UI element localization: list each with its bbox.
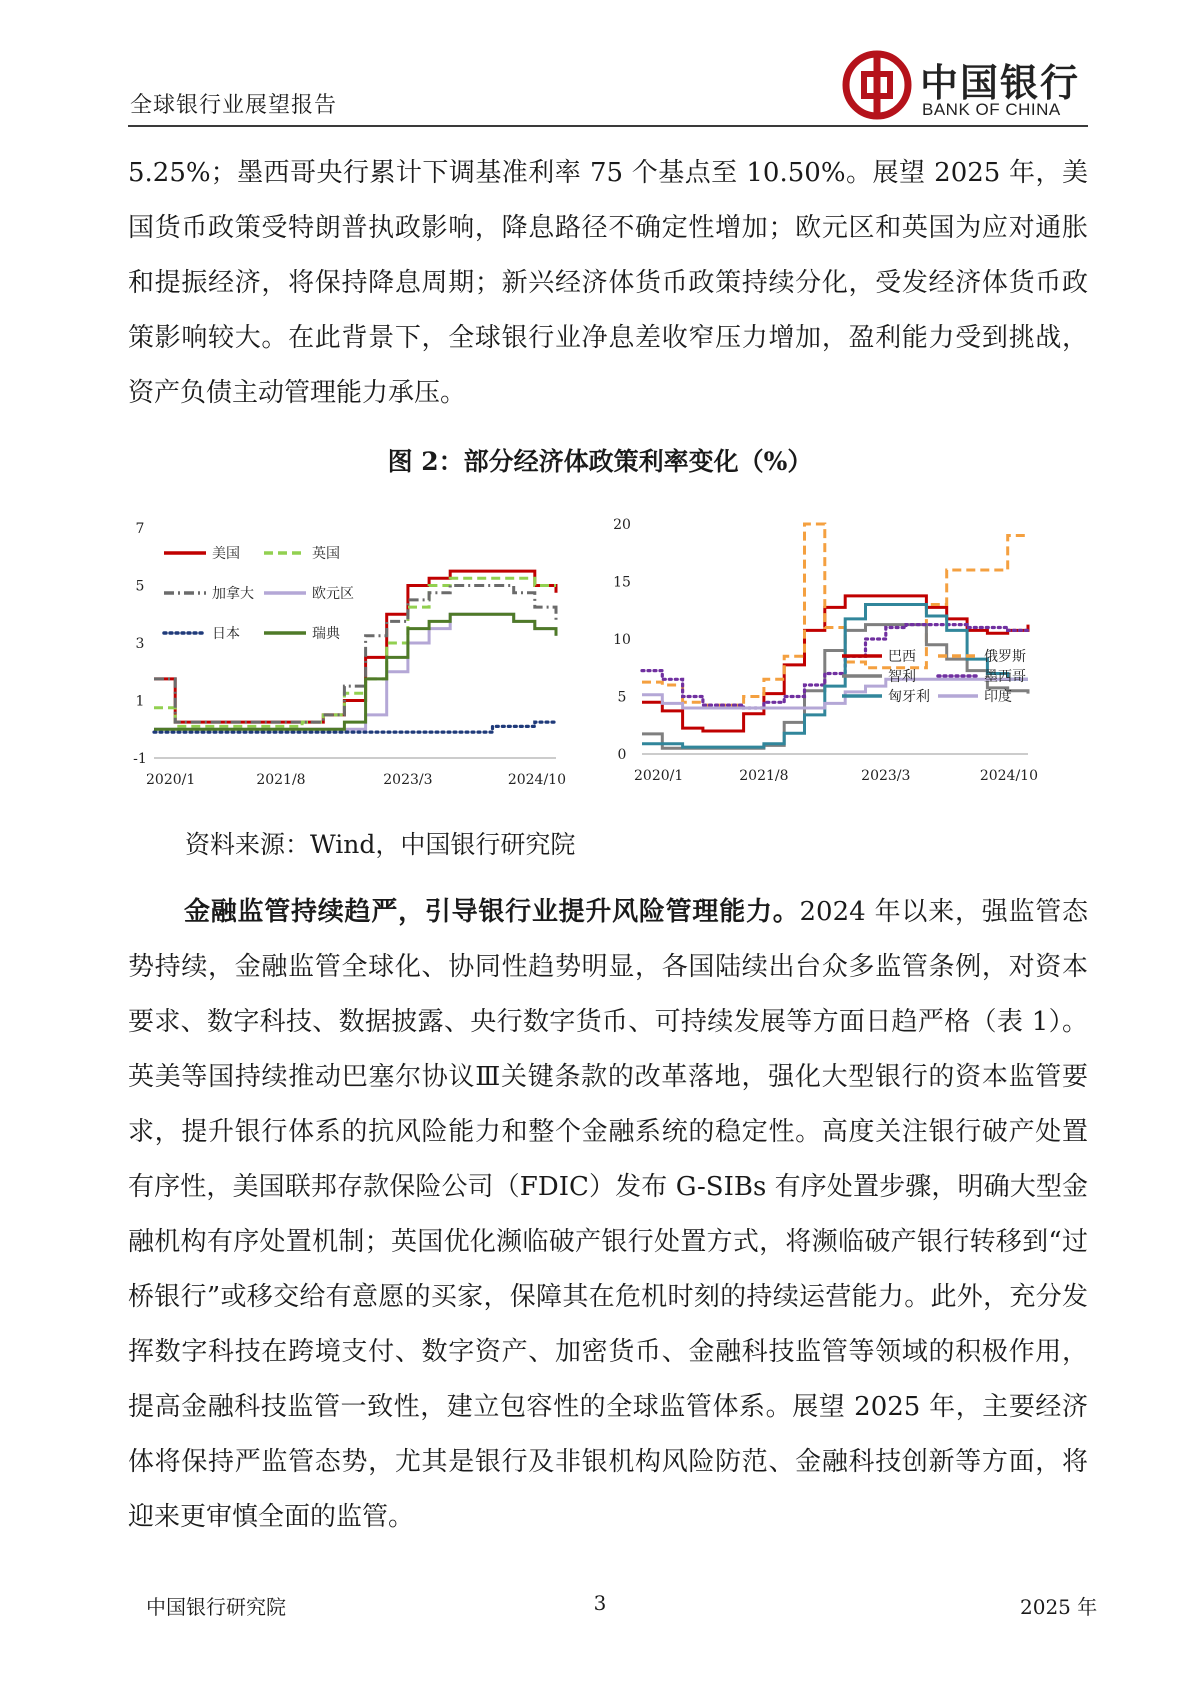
body-paragraph-2 (128, 885, 1088, 1545)
y-tick-label: 20 (613, 517, 631, 533)
footer-institute: 中国银行研究院 (146, 1595, 286, 1619)
y-tick-label: 1 (135, 693, 145, 710)
x-tick-label: 2021/8 (739, 768, 789, 784)
paragraph-body-text: 2024 年以来，强监管态势持续，金融监管全球化、协同性趋势明显，各国陆续出台众多监管条例，对资本要求、数字科技、数据披露、央行数字货币、可持续发展等方面日趋严格（表 1）。英美等国持续推动巴塞尔协议Ⅲ关键条款的改革落地，强化大型银行的资本监管要求，提升银行体系的抗风险能力和整个金融系统的稳定性。高度关注银行破产处置有序性，美国联邦存款保险公司（FDIC）发布 G-SIBs 有序处置步骤，明确大型金融机构有序处置机制；英国优化濒临破产银行处置方式，将濒临破产银行转移到“过桥银行”或移交给有意愿的买家，保障其在危机时刻的持续运营能力。此外，充分发挥数字科技在跨境支付、数字资产、加密货币、金融科技监管等领域的积极作用，提高金融科技监管一致性，建立包容性的全球监管体系。展望 2025 年，主要经济体将保持严监管态势，尤其是银行及非银机构风险防范、金融科技创新等方面，将迎来更审慎全面的监管。 (128, 897, 1088, 1532)
legend-label: 匈牙利 (888, 689, 930, 705)
body-paragraph-1: 5.25%；墨西哥央行累计下调基准利率 75 个基点至 10.50%。展望 2025 年，美国货币政策受特朗普执政影响，降息路径不确定性增加；欧元区和英国为应对通胀和提振经济，将保持降息周期；新兴经济体货币政策持续分化，受发经济体货币政策影响较大。在此背景下，全球银行业净息差收窄压力增加，盈利能力受到挑战，资产负债主动管理能力承压。 (128, 158, 1088, 408)
report-title: 全球银行业展望报告 (130, 93, 338, 118)
bank-logo (842, 50, 1092, 122)
y-tick-label: -1 (133, 751, 147, 767)
x-tick-label: 2024/10 (507, 772, 566, 788)
figure-caption: 图 2：部分经济体政策利率变化（%） (387, 447, 813, 476)
y-tick-label: 7 (135, 521, 145, 537)
x-tick-label: 2023/3 (861, 768, 911, 784)
series-line-巴西 (642, 596, 1028, 731)
x-tick-label: 2020/1 (146, 772, 196, 788)
legend-label: 巴西 (888, 649, 916, 665)
legend-label: 美国 (212, 546, 240, 562)
page-number: 3 (593, 1591, 607, 1615)
legend-label: 印度 (984, 689, 1012, 705)
y-tick-label: 5 (135, 578, 145, 595)
y-tick-label: 0 (617, 747, 627, 763)
x-tick-label: 2023/3 (383, 772, 433, 788)
chart-right-svg (608, 500, 1088, 810)
logo-chinese-name: 中国银行 (920, 60, 1081, 105)
paragraph-lead-sentence: 金融监管持续趋严，引导银行业提升风险管理能力。 (184, 897, 800, 927)
legend-label: 欧元区 (312, 586, 354, 602)
policy-rate-chart-developed (128, 500, 608, 810)
y-tick-label: 5 (617, 689, 627, 706)
y-tick-label: 10 (613, 632, 631, 648)
chart-left-svg (128, 500, 608, 810)
header-divider (128, 125, 1088, 127)
logo-english-name: BANK OF CHINA (922, 100, 1061, 119)
legend-label: 俄罗斯 (984, 649, 1026, 665)
y-tick-label: 15 (613, 574, 631, 591)
legend-label: 瑞典 (312, 626, 340, 642)
x-tick-label: 2024/10 (979, 768, 1038, 784)
figure-source: 资料来源：Wind，中国银行研究院 (185, 830, 576, 859)
chart-right-group (613, 517, 1038, 784)
legend-label: 日本 (212, 626, 240, 642)
footer-year: 2025 年 (1020, 1595, 1098, 1619)
x-tick-label: 2020/1 (634, 768, 684, 784)
y-tick-label: 3 (135, 636, 145, 652)
legend-label: 加拿大 (212, 586, 254, 602)
boc-emblem-icon (842, 50, 912, 120)
legend-label: 英国 (312, 546, 340, 562)
x-tick-label: 2021/8 (256, 772, 306, 788)
legend-label: 智利 (888, 669, 916, 685)
policy-rate-chart-emerging (608, 500, 1088, 810)
legend-label: 墨西哥 (984, 669, 1026, 685)
